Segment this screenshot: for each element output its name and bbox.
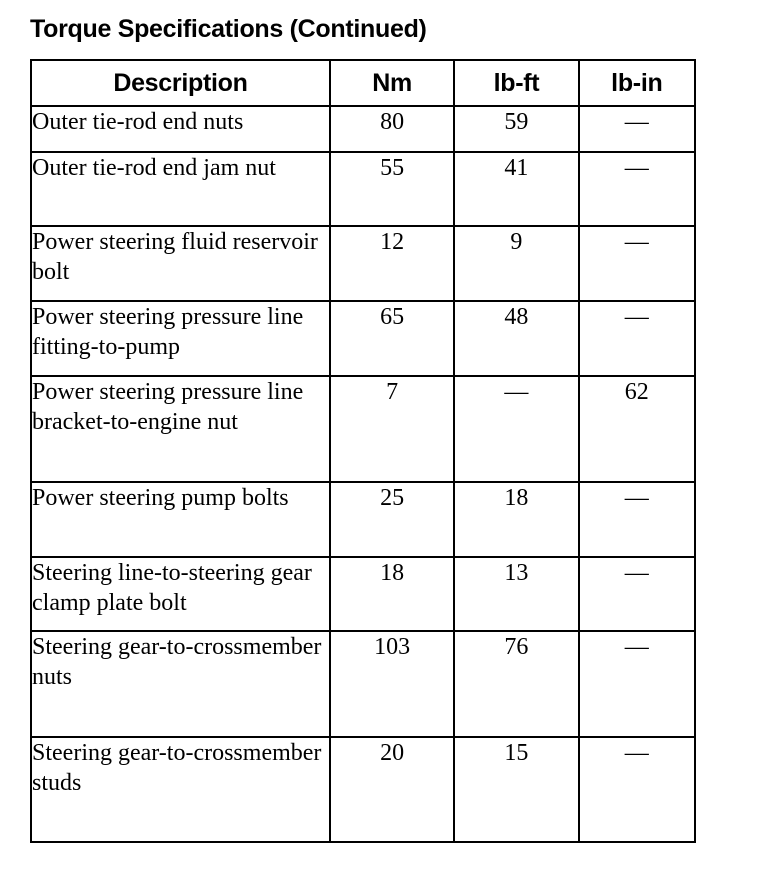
row-lb-ft: 76 bbox=[454, 631, 578, 737]
row-description: Steering line-to-steering gear clamp plate bolt bbox=[31, 557, 330, 631]
table-row bbox=[31, 226, 695, 301]
row-lb-ft: — bbox=[454, 376, 578, 482]
row-nm: 12 bbox=[330, 226, 454, 301]
row-lb-in: — bbox=[579, 152, 695, 226]
row-description: Outer tie-rod end nuts bbox=[31, 106, 330, 152]
row-lb-in: — bbox=[579, 631, 695, 737]
row-nm: 65 bbox=[330, 301, 454, 376]
row-description: Power steering pressure line bracket-to-engine nut bbox=[31, 376, 330, 482]
header-lb-in: lb-in bbox=[579, 60, 695, 106]
table-row bbox=[31, 301, 695, 376]
row-description: Power steering pressure line fitting-to-pump bbox=[31, 301, 330, 376]
row-nm: 55 bbox=[330, 152, 454, 226]
row-description: Outer tie-rod end jam nut bbox=[31, 152, 330, 226]
row-lb-ft: 41 bbox=[454, 152, 578, 226]
row-lb-in: — bbox=[579, 737, 695, 842]
row-nm: 18 bbox=[330, 557, 454, 631]
row-description: Power steering pump bolts bbox=[31, 482, 330, 557]
row-lb-in: — bbox=[579, 301, 695, 376]
page-title: Torque Specifications (Continued) bbox=[30, 15, 427, 43]
header-nm: Nm bbox=[330, 60, 454, 106]
row-nm: 20 bbox=[330, 737, 454, 842]
row-lb-in: 62 bbox=[579, 376, 695, 482]
row-description: Steering gear-to-crossmember nuts bbox=[31, 631, 330, 737]
row-description: Steering gear-to-crossmember studs bbox=[31, 737, 330, 842]
row-lb-ft: 13 bbox=[454, 557, 578, 631]
table-row bbox=[31, 737, 695, 842]
table-row bbox=[31, 631, 695, 737]
header-lb-ft: lb-ft bbox=[454, 60, 578, 106]
row-lb-in: — bbox=[579, 557, 695, 631]
row-lb-ft: 59 bbox=[454, 106, 578, 152]
row-lb-ft: 15 bbox=[454, 737, 578, 842]
table-row bbox=[31, 376, 695, 482]
row-description: Power steering fluid reservoir bolt bbox=[31, 226, 330, 301]
row-nm: 80 bbox=[330, 106, 454, 152]
table-row bbox=[31, 482, 695, 557]
table-row bbox=[31, 106, 695, 152]
header-description: Description bbox=[31, 60, 330, 106]
table-row bbox=[31, 557, 695, 631]
row-lb-ft: 48 bbox=[454, 301, 578, 376]
torque-spec-table bbox=[30, 59, 696, 843]
row-nm: 25 bbox=[330, 482, 454, 557]
row-lb-in: — bbox=[579, 226, 695, 301]
row-lb-in: — bbox=[579, 482, 695, 557]
row-lb-ft: 18 bbox=[454, 482, 578, 557]
table-row bbox=[31, 152, 695, 226]
row-lb-in: — bbox=[579, 106, 695, 152]
row-nm: 7 bbox=[330, 376, 454, 482]
row-lb-ft: 9 bbox=[454, 226, 578, 301]
row-nm: 103 bbox=[330, 631, 454, 737]
table-header-row bbox=[31, 60, 695, 106]
